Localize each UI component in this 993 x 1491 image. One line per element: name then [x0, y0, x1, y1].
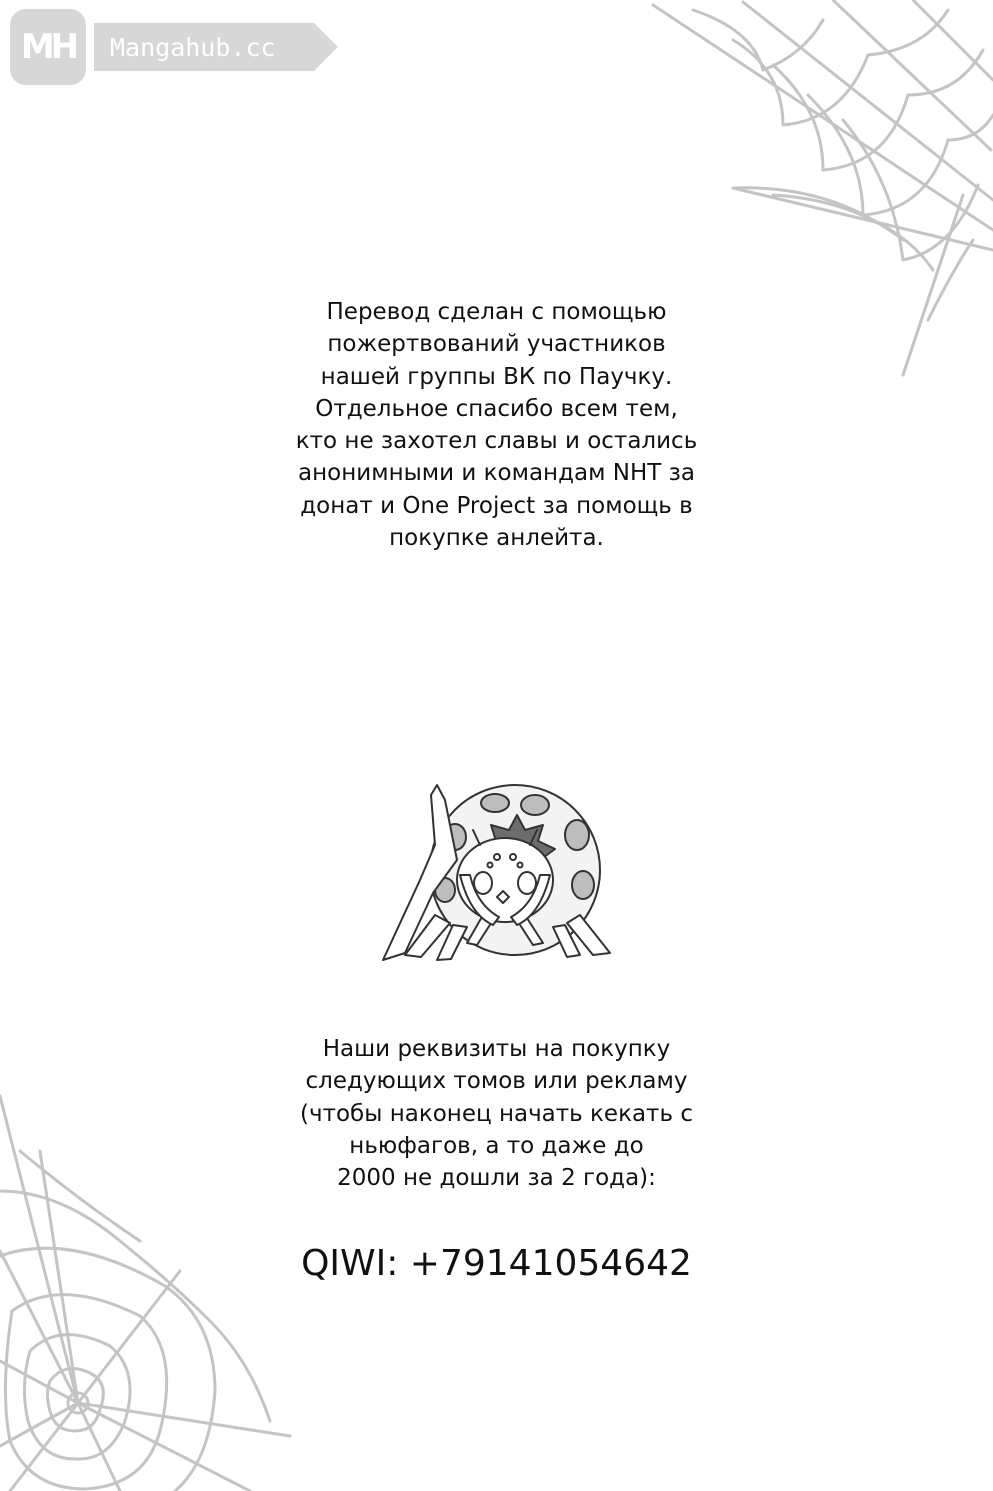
- donation-line: Наши реквизиты на покупку: [322, 1036, 671, 1062]
- donation-line: следующих томов или рекламу: [305, 1068, 688, 1095]
- site-label-text: Mangahub.cc: [110, 32, 276, 62]
- credits-line: нашей группы ВК по Паучку.: [320, 363, 673, 390]
- credits-line: Отдельное спасибо всем тем,: [315, 395, 678, 422]
- credits-line: пожертвований участников: [327, 331, 666, 358]
- credits-text: [0, 296, 993, 554]
- donation-line: 2000 не дошли за 2 года):: [337, 1165, 656, 1192]
- site-watermark[interactable]: [10, 7, 314, 87]
- credits-line: кто не захотел славы и остались: [295, 428, 698, 455]
- donation-line: (чтобы наконец начать кекать с: [300, 1100, 693, 1127]
- credits-line: анонимными и командам NHT за: [298, 460, 695, 487]
- donation-line: ньюфагов, а то даже до: [349, 1132, 644, 1159]
- credits-line: Перевод сделан с помощью: [326, 299, 667, 325]
- qiwi-wallet-number: QIWI: +79141054642: [301, 1243, 692, 1284]
- donation-text: [0, 1033, 993, 1194]
- spider-mascot-icon: [375, 775, 620, 970]
- credits-line: покупке анлейта.: [389, 525, 604, 552]
- site-logo-text: MH: [20, 27, 76, 67]
- site-logo: [10, 9, 86, 85]
- credits-line: донат и One Project за помощь в: [300, 492, 693, 519]
- site-label-tag: [94, 23, 314, 71]
